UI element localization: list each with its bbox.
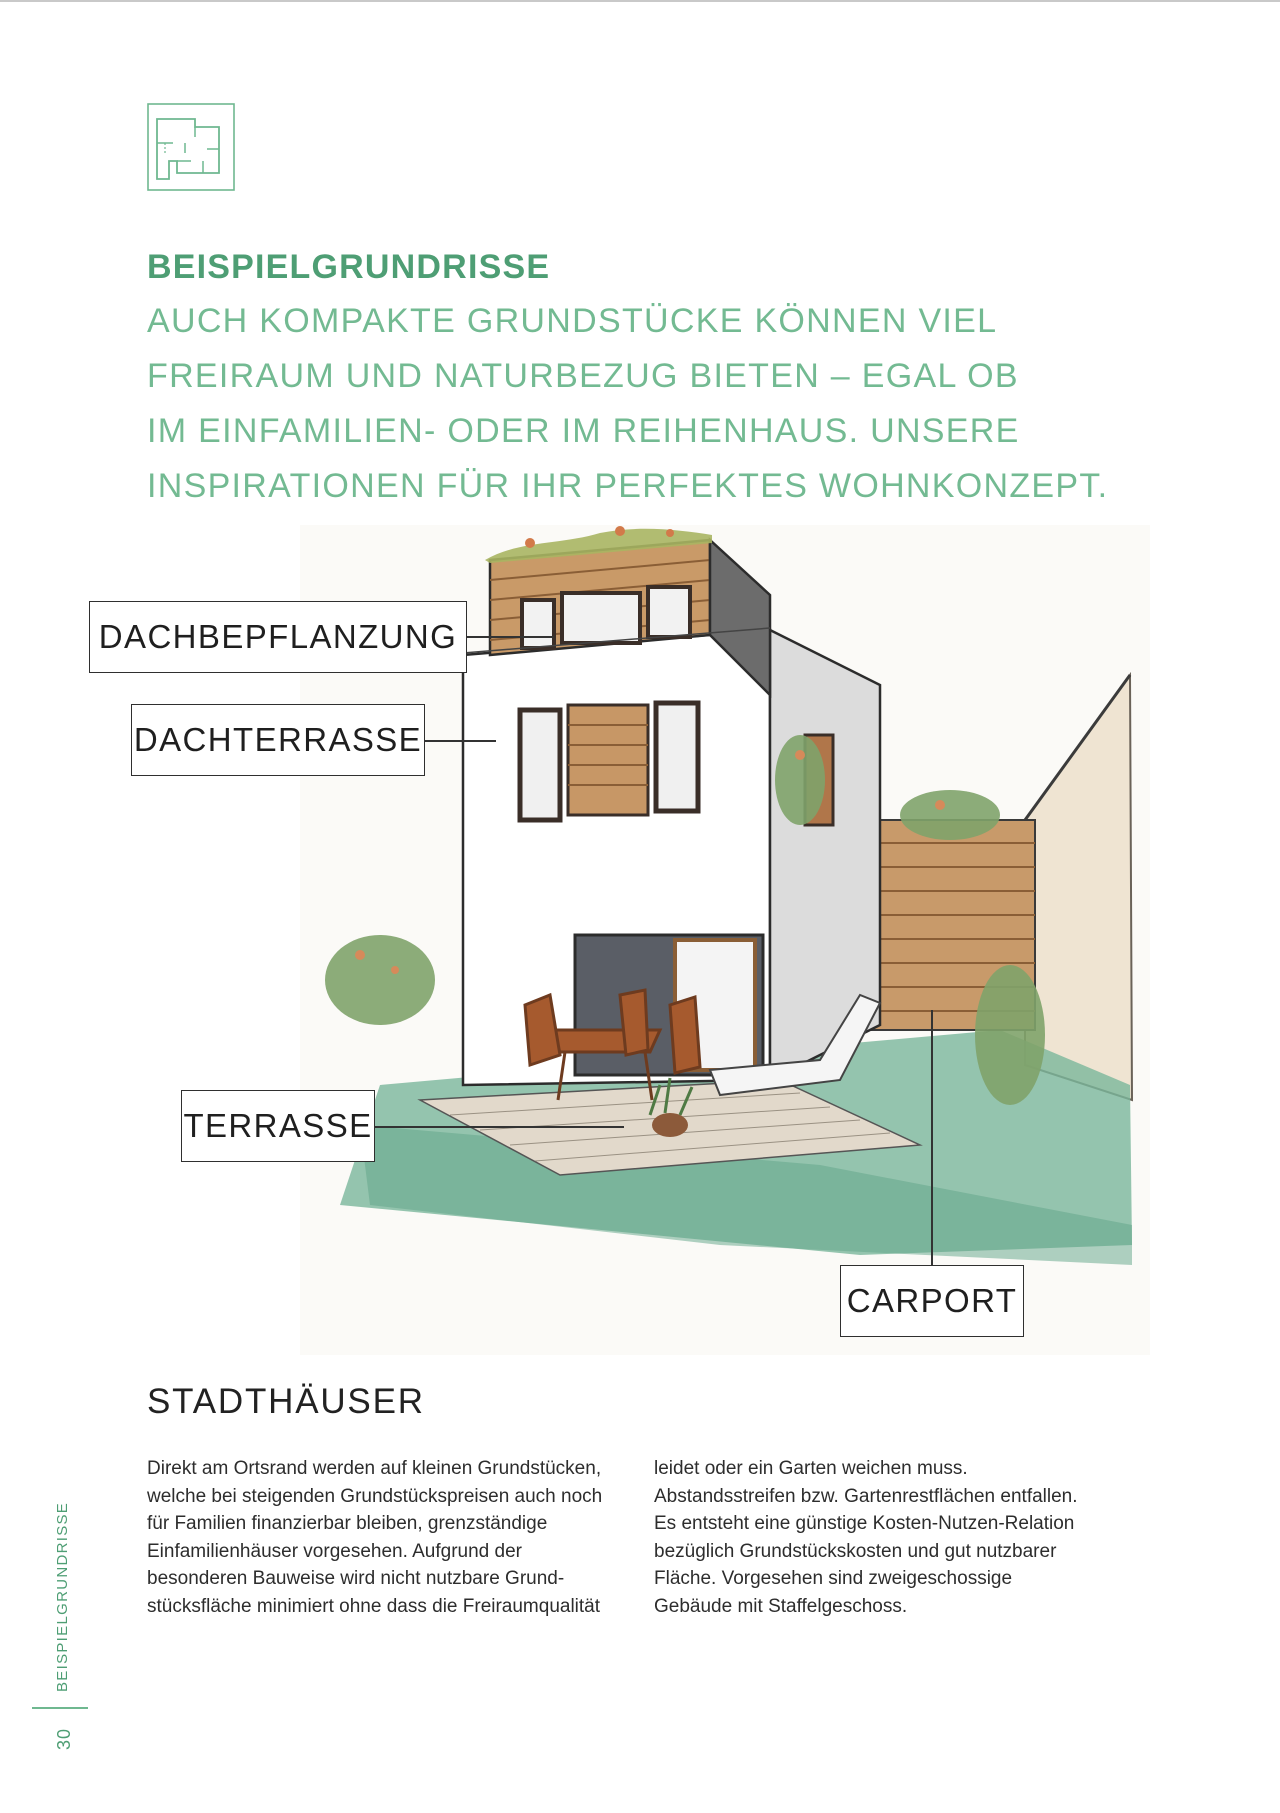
body-line: stücksfläche minimiert ohne dass die Freiraumqualität (147, 1595, 601, 1617)
body-line: bezüglich Grundstückskosten und gut nutzbarer (654, 1540, 1057, 1562)
top-rule (0, 0, 1280, 2)
callout-carport: CARPORT (840, 1265, 1024, 1337)
body-line: welche bei steigenden Grundstückspreisen auch noch (147, 1485, 603, 1507)
callout-roof-terrace: DACHTERRASSE (131, 704, 425, 776)
page-number: 30 (54, 1727, 74, 1750)
body-line: für Familien finanzierbar bleiben, grenzständige (147, 1513, 548, 1535)
body-line: Fläche. Vorgesehen sind zweigeschossige (654, 1568, 1013, 1590)
section-kicker: BEISPIELGRUNDRISSE (147, 248, 551, 286)
leader-line-terrace (374, 1126, 624, 1128)
body-line: leidet oder ein Garten weichen muss. (654, 1458, 968, 1479)
subtitle-line: INSPIRATIONEN FÜR IHR PERFEKTES WOHNKONZEPT. (147, 467, 1109, 505)
leader-line-roof-planting (466, 636, 554, 638)
subtitle-line: AUCH KOMPAKTE GRUNDSTÜCKE KÖNNEN VIEL (147, 302, 998, 340)
subtitle-line: FREIRAUM UND NATURBEZUG BIETEN – EGAL OB (147, 357, 1019, 395)
section-title: STADTHÄUSER (147, 1382, 425, 1421)
body-line: Einfamilienhäuser vorgesehen. Aufgrund der (147, 1540, 522, 1562)
side-divider (32, 1707, 88, 1709)
body-line: Abstandsstreifen bzw. Gartenrestflächen entfallen. (654, 1485, 1078, 1507)
callout-terrace: TERRASSE (181, 1090, 375, 1162)
leader-line-carport (931, 1010, 933, 1266)
body-column-right (654, 1455, 1134, 1621)
headline (147, 246, 1147, 514)
callout-roof-planting: DACHBEPFLANZUNG (89, 601, 467, 673)
subtitle-line: IM EINFAMILIEN- ODER IM REIHENHAUS. UNSERE (147, 412, 1020, 450)
body-line: Direkt am Ortsrand werden auf kleinen Grundstücken, (147, 1458, 602, 1479)
body-line: Gebäude mit Staffelgeschoss. (654, 1595, 908, 1617)
body-line: Es entsteht eine günstige Kosten-Nutzen-Relation (654, 1513, 1075, 1535)
floor-plan-icon (147, 103, 235, 191)
body-line: besonderen Bauweise wird nicht nutzbare Grund- (147, 1568, 565, 1590)
side-section-label: BEISPIELGRUNDRISSE (54, 1501, 71, 1692)
leader-line-roof-terrace (424, 740, 496, 742)
body-column-left (147, 1455, 627, 1621)
